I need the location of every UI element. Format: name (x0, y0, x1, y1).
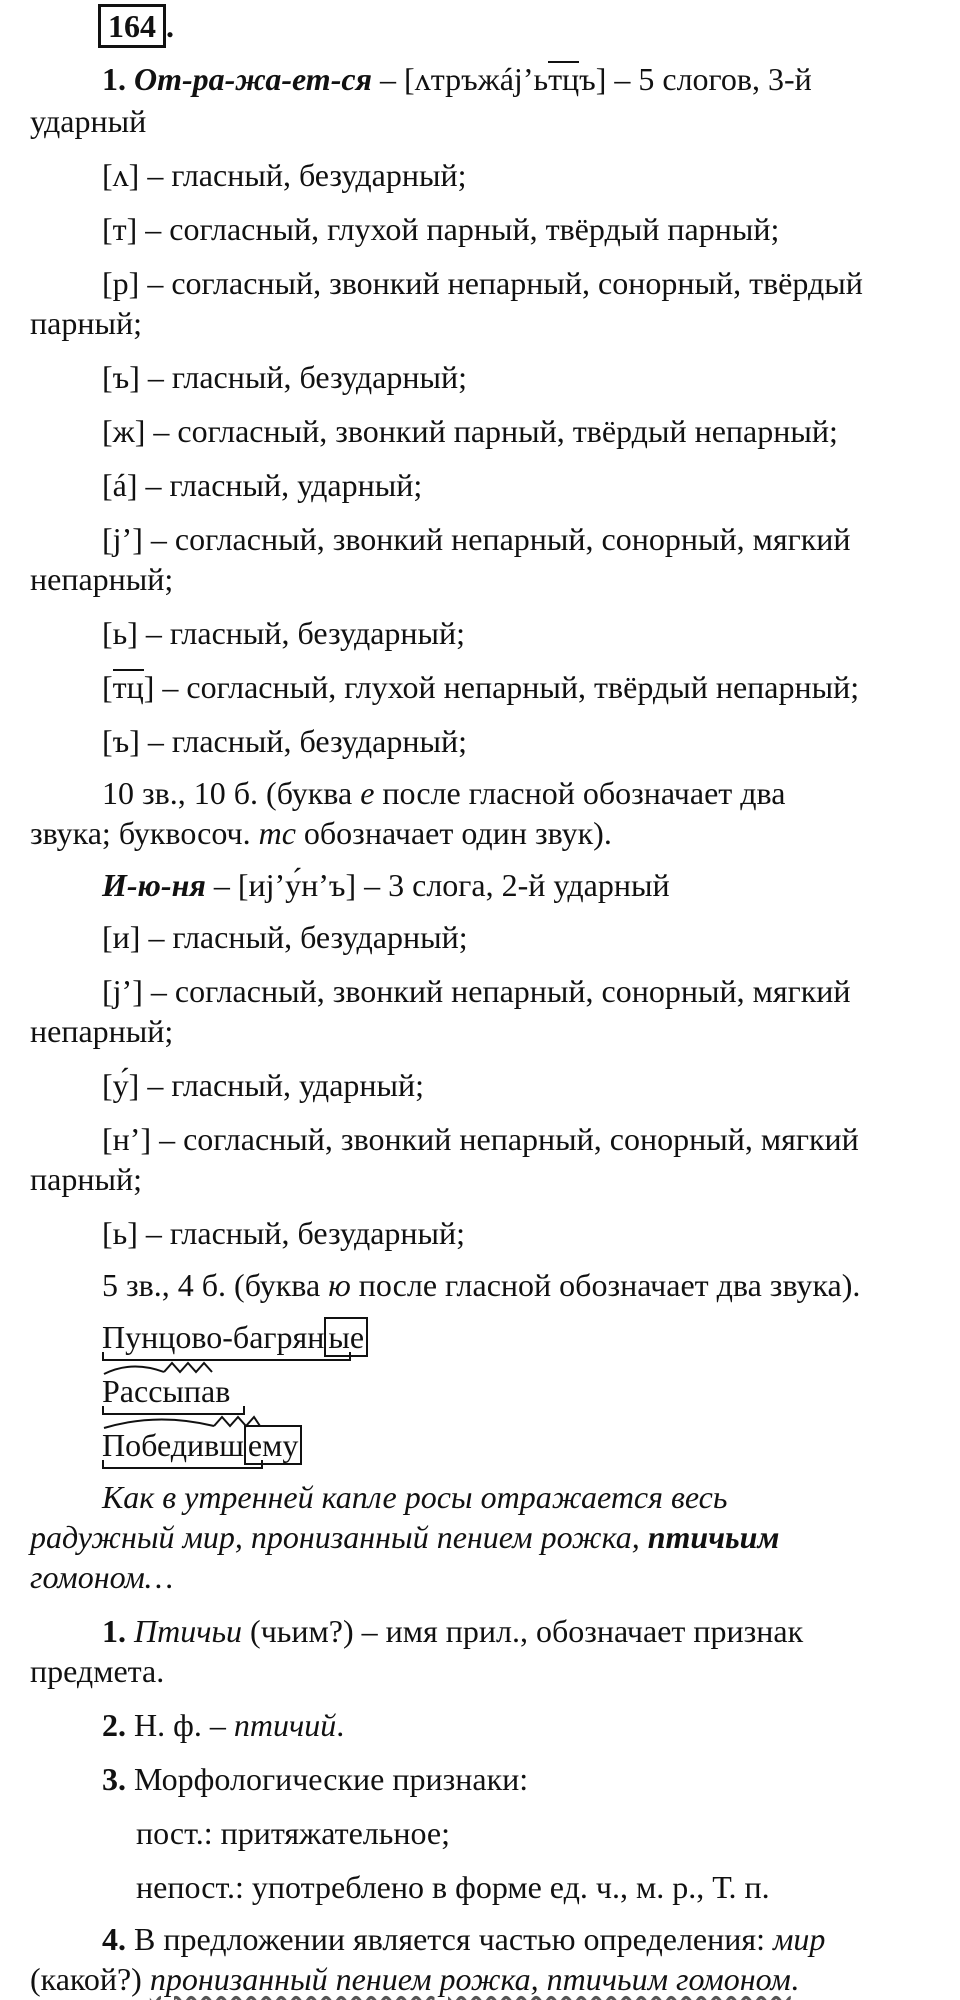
sound-description: – гласный, безударный; (140, 919, 468, 955)
analysis-text: В предложении является частью определения: (126, 1921, 773, 1957)
analysis-point-4 (102, 1918, 960, 1960)
analysis-point-2 (102, 1704, 960, 1746)
quote-line-2 (30, 1516, 960, 1558)
analysis-text: Н. ф. – (126, 1707, 234, 1743)
bracket: ] (143, 669, 155, 705)
sound-symbol: [ʌ] (102, 157, 140, 193)
sound-line (102, 720, 960, 762)
sound-description: – согласный, глухой непарный, твёрдый непарный; (154, 669, 860, 705)
sound-symbol: [н’] (102, 1121, 152, 1157)
sound-symbol: [ь] (102, 1215, 138, 1251)
quote-text: гомоном… (30, 1559, 174, 1595)
sound-description: – гласный, безударный; (137, 1215, 466, 1251)
point-number: 2. (102, 1707, 126, 1743)
sound-symbol: [j’] (102, 521, 143, 557)
sound-description: – согласный, звонкий парный, твёрдый непарный; (145, 413, 838, 449)
tie-bar-ts: тц (548, 58, 579, 100)
sound-line (102, 154, 960, 196)
variable-features: непост.: употреблено в форме ед. ч., м. р., Т. п. (136, 1869, 770, 1905)
sound-symbol: [ь] (102, 615, 138, 651)
sound-description-cont: парный; (30, 1161, 142, 1197)
sound-line (102, 916, 960, 958)
sound-description: – гласный, безударный; (137, 615, 466, 651)
sound-description: – согласный, глухой парный, твёрдый парный; (137, 211, 780, 247)
count-text: после гласной обозначает два звука). (350, 1267, 861, 1303)
quote-line-1 (102, 1476, 960, 1518)
morpheme-marks-top (102, 1414, 262, 1430)
count-letter: ю (328, 1267, 351, 1303)
morpheme-text: Победивш (102, 1427, 244, 1463)
count-text: звука; буквосоч. (30, 815, 259, 851)
tie-bar-ts: тц (113, 666, 144, 708)
count-text: 5 зв., 4 б. (буква (102, 1267, 329, 1303)
morpheme-word-1 (102, 1316, 960, 1358)
quote-line-3 (30, 1556, 960, 1598)
analysis-point-1 (102, 1610, 960, 1652)
section1-heading (102, 58, 960, 100)
morpheme-stem (102, 1370, 230, 1412)
sound-line (102, 464, 960, 506)
section1-count-cont (30, 812, 960, 854)
count-text: 10 зв., 10 б. (буква (102, 775, 361, 811)
sound-line (102, 410, 960, 452)
sound-symbol (102, 669, 154, 705)
ts-letter: ц (126, 669, 144, 705)
sound-line (102, 612, 960, 654)
section1-number: 1. (102, 61, 126, 97)
bracket: [ (102, 669, 113, 705)
dash: – (372, 61, 405, 97)
sound-symbol: [т] (102, 211, 138, 247)
sound-description: – согласный, звонкий непарный, сонорный, мягкий (142, 521, 851, 557)
quote-emphasis: птичьим (647, 1519, 780, 1555)
section2-summary: – [иj’у́н’ъ] – 3 слога, 2-й ударный (205, 867, 670, 903)
section2-word: И-ю-ня (102, 867, 206, 903)
constant-features: пост.: притяжательное; (136, 1815, 450, 1851)
section1-summary: – 5 слогов, 3-й (606, 61, 812, 97)
analysis-text: Морфологические признаки: (126, 1761, 529, 1797)
ending-box: ему (244, 1425, 302, 1465)
transcription-part: [ʌтръжáj’ь (404, 61, 549, 97)
sound-symbol: [ъ] (102, 359, 140, 395)
sound-line (102, 666, 960, 708)
sound-description-cont: непарный; (30, 1013, 174, 1049)
count-letters: тс (258, 815, 296, 851)
point-number: 4. (102, 1921, 126, 1957)
sound-description-cont: непарный; (30, 561, 174, 597)
transcription-ts: ц (562, 61, 580, 97)
section2-heading (102, 864, 960, 906)
sound-line (102, 356, 960, 398)
underlined-phrase: пронизанный пением рожка, птичьим гомоном (149, 1961, 791, 1997)
count-text: после гласной обозначает два (374, 775, 786, 811)
morpheme-word-2 (102, 1370, 960, 1412)
quote-text: Как в утренней капле росы отражается весь (102, 1479, 728, 1515)
analysis-text: . (790, 1961, 799, 1997)
sound-line (102, 970, 960, 1012)
sound-symbol: [ж] (102, 413, 146, 449)
stem-bracket-mark (102, 1460, 264, 1472)
morpheme-stem (102, 1424, 244, 1466)
point-number: 3. (102, 1761, 126, 1797)
analysis-word: Птичьи (134, 1613, 243, 1649)
count-letter: е (360, 775, 375, 811)
section1-word: От-ра-жа-ет-ся (134, 61, 373, 97)
sound-description: – гласный, безударный; (139, 157, 467, 193)
transcription-part: ъ] (579, 61, 607, 97)
sound-description: – гласный, ударный; (137, 467, 423, 503)
sound-symbol: [у́] (102, 1067, 140, 1103)
morpheme-marks-top (102, 1360, 252, 1376)
morpheme-text: Пунцово-багрян (102, 1319, 325, 1355)
task-number-line: 164 . (98, 4, 960, 48)
count-text: обозначает один звук). (295, 815, 612, 851)
sound-line (102, 518, 960, 560)
sound-description: – согласный, звонкий непарный, сонорный, мягкий (151, 1121, 859, 1157)
sound-line (102, 262, 960, 304)
sound-description: – гласный, ударный; (139, 1067, 425, 1103)
section1-count (102, 772, 960, 814)
sound-description: – гласный, безударный; (139, 359, 468, 395)
sound-line (102, 1064, 960, 1106)
section2-count (102, 1264, 960, 1306)
sound-description-cont: парный; (30, 305, 142, 341)
sound-description: – согласный, звонкий непарный, сонорный, мягкий (142, 973, 851, 1009)
sound-symbol: [р] (102, 265, 140, 301)
morpheme-word-3 (102, 1424, 960, 1466)
section1-transcription (404, 61, 606, 97)
point-number: 1. (102, 1613, 126, 1649)
analysis-point-4-cont (30, 1958, 960, 2000)
section1-summary-cont: ударный (30, 103, 147, 139)
sound-symbol: [ъ] (102, 723, 140, 759)
analysis-point-1-cont: предмета. (30, 1653, 165, 1689)
sound-symbol: [á] (102, 467, 138, 503)
ending-box: ые (324, 1317, 368, 1357)
morpheme-text: Рассыпав (102, 1373, 231, 1409)
task-number-box: 164 (98, 4, 166, 48)
analysis-text: (какой?) (30, 1961, 150, 1997)
sound-symbol: [и] (102, 919, 141, 955)
sound-description: – гласный, безударный; (139, 723, 468, 759)
analysis-text: . (336, 1707, 345, 1743)
analysis-word: птичий (233, 1707, 337, 1743)
sound-line (102, 208, 960, 250)
analysis-word: мир (772, 1921, 826, 1957)
sound-line (102, 1212, 960, 1254)
analysis-text: (чьим?) – имя прил., обозначает признак (242, 1613, 804, 1649)
morpheme-stem (102, 1316, 324, 1358)
sound-line (102, 1118, 960, 1160)
sound-symbol: [j’] (102, 973, 143, 1009)
quote-text: радужный мир, пронизанный пением рожка, (30, 1519, 648, 1555)
sound-description: – согласный, звонкий непарный, сонорный, твёрдый (139, 265, 863, 301)
analysis-point-3 (102, 1758, 960, 1800)
